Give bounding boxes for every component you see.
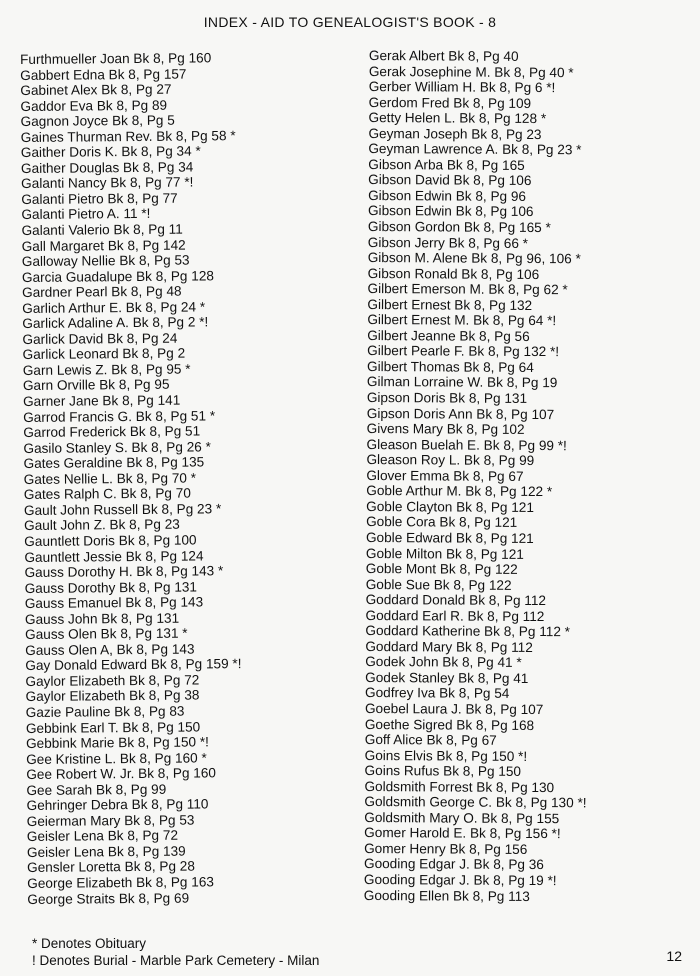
index-entry: Garrod Frederick Bk 8, Pg 51 (23, 423, 201, 441)
index-entry: Gerak Josephine M. Bk 8, Pg 40 * (368, 63, 574, 80)
index-entry: Gardner Pearl Bk 8, Pg 48 (22, 283, 182, 301)
index-entry: Gates Nellie L. Bk 8, Pg 70 * (23, 470, 197, 487)
index-entry: Geisler Lena Bk 8, Pg 72 (26, 827, 179, 845)
index-entry: Galanti Nancy Bk 8, Pg 77 *! (21, 174, 194, 192)
index-entry: Gibson Ronald Bk 8, Pg 106 (367, 265, 540, 282)
index-entry: Gomer Harold E. Bk 8, Pg 156 *! (364, 825, 561, 842)
index-entry: Gates Geraldine Bk 8, Pg 135 (23, 454, 205, 472)
index-entry: Gomer Henry Bk 8, Pg 156 (364, 840, 528, 857)
index-entry: Gilbert Thomas Bk 8, Pg 64 (367, 358, 534, 375)
index-entry: Gee Kristine L. Bk 8, Pg 160 * (26, 750, 207, 767)
index-entry: Goble Edward Bk 8, Pg 121 (365, 529, 534, 546)
index-entry: Gilbert Jeanne Bk 8, Pg 56 (367, 327, 530, 344)
index-entry: Gensler Loretta Bk 8, Pg 28 (27, 858, 195, 876)
index-entry: Gay Donald Edward Bk 8, Pg 159 *! (25, 656, 242, 674)
index-entry: Goble Sue Bk 8, Pg 122 (365, 576, 512, 593)
index-entry: Geisler Lena Bk 8, Pg 139 (26, 843, 186, 860)
index-entry: Goble Milton Bk 8, Pg 121 (365, 545, 524, 562)
page-number: 12 (666, 948, 682, 964)
index-entry: Gooding Edgar J. Bk 8, Pg 19 *! (363, 871, 557, 889)
index-entry: Goddard Donald Bk 8, Pg 112 (365, 592, 547, 609)
legend-obituary: * Denotes Obituary (32, 936, 147, 951)
index-column-right (364, 48, 591, 904)
index-entry: Goethe Sigred Bk 8, Pg 168 (364, 716, 535, 733)
index-entry: Gibson Arba Bk 8, Pg 165 (368, 156, 525, 173)
index-entry: Goble Mont Bk 8, Pg 122 (365, 561, 518, 577)
index-entry: Glover Emma Bk 8, Pg 67 (366, 467, 524, 484)
index-entry: Goins Elvis Bk 8, Pg 150 *! (364, 747, 528, 764)
index-entry: Garlich Arthur E. Bk 8, Pg 24 * (22, 299, 206, 316)
index-entry: Gibson Jerry Bk 8, Pg 66 * (367, 234, 529, 251)
index-entry: Gaddor Eva Bk 8, Pg 89 (20, 97, 168, 114)
index-entry: Galanti Valerio Bk 8, Pg 11 (21, 221, 183, 239)
index-entry: Geierman Mary Bk 8, Pg 53 (26, 812, 195, 829)
index-entry: Goble Clayton Bk 8, Pg 121 (366, 498, 535, 515)
index-entry: Gauss Olen Bk 8, Pg 131 * (25, 625, 188, 643)
index-entry: Gibson Edwin Bk 8, Pg 106 (367, 203, 534, 220)
index-entry: Garner Jane Bk 8, Pg 141 (22, 392, 181, 410)
index-entry: Gauss Dorothy Bk 8, Pg 131 (24, 579, 198, 596)
index-entry: Gerdom Fred Bk 8, Pg 109 (368, 94, 532, 111)
index-entry: Gerak Albert Bk 8, Pg 40 (368, 48, 519, 64)
index-entry: Gauntlett Jessie Bk 8, Pg 124 (24, 547, 204, 565)
index-entry: Gibson M. Alene Bk 8, Pg 96, 106 * (367, 250, 581, 267)
index-entry: Goddard Earl R. Bk 8, Pg 112 (365, 607, 545, 624)
index-entry: Gault John Russell Bk 8, Pg 23 * (23, 501, 222, 518)
index-entry: Gall Margaret Bk 8, Pg 142 (21, 237, 186, 254)
index-entry: Gilbert Pearle F. Bk 8, Pg 132 *! (367, 343, 560, 360)
index-entry: Gerber William H. Bk 8, Pg 6 *! (368, 79, 556, 96)
index-entry: Godek Stanley Bk 8, Pg 41 (365, 669, 529, 686)
index-entry: Gabinet Alex Bk 8, Pg 27 (20, 81, 172, 99)
index-entry: Gibson Gordon Bk 8, Pg 165 * (367, 219, 551, 236)
index-entry: Gleason Buelah E. Bk 8, Pg 99 *! (366, 436, 567, 453)
index-entry: Gazie Pauline Bk 8, Pg 83 (25, 703, 185, 720)
legend-burial: ! Denotes Burial - Marble Park Cemetery - Milan (32, 953, 320, 968)
page-title: INDEX - AID TO GENEALOGIST'S BOOK - 8 (203, 14, 497, 30)
index-entry: Gilbert Emerson M. Bk 8, Pg 62 * (367, 281, 568, 298)
index-entry: Godek John Bk 8, Pg 41 * (365, 654, 522, 671)
index-entry: Garlick David Bk 8, Pg 24 (22, 330, 178, 347)
index-entry: Givens Mary Bk 8, Pg 102 (366, 421, 525, 438)
index-entry: Garn Lewis Z. Bk 8, Pg 95 * (22, 361, 191, 378)
index-entry: Gehringer Debra Bk 8, Pg 110 (26, 796, 209, 814)
index-entry: Gauss Olen A, Bk 8, Pg 143 (25, 641, 195, 658)
index-entry: Gibson David Bk 8, Pg 106 (368, 172, 532, 189)
index-entry: Gaines Thurman Rev. Bk 8, Pg 58 * (20, 127, 236, 145)
index-entry: Furthmueller Joan Bk 8, Pg 160 (20, 50, 212, 67)
index-entry: Gebbink Marie Bk 8, Pg 150 *! (25, 734, 209, 752)
index-entry: Galanti Pietro A. 11 *! (21, 206, 151, 223)
index-entry: Gipson Doris Bk 8, Pg 131 (366, 390, 528, 407)
index-entry: Garn Orville Bk 8, Pg 95 (22, 377, 170, 394)
index-entry: Gilbert Ernest M. Bk 8, Pg 64 *! (367, 312, 557, 329)
legend (32, 935, 319, 969)
index-entry: Gates Ralph C. Bk 8, Pg 70 (23, 485, 191, 503)
index-entry: Gagnon Joyce Bk 8, Pg 5 (20, 112, 175, 130)
index-entry: Gilman Lorraine W. Bk 8, Pg 19 (366, 374, 558, 391)
index-entry: Getty Helen L. Bk 8, Pg 128 * (368, 110, 547, 127)
index-entry: Gooding Edgar J. Bk 8, Pg 36 (363, 856, 544, 873)
index-entry: Geyman Joseph Bk 8, Pg 23 (368, 125, 542, 142)
index-entry: Godfrey Iva Bk 8, Pg 54 (365, 685, 510, 702)
index-entry: Geyman Lawrence A. Bk 8, Pg 23 * (368, 141, 582, 158)
index-entry: Goldsmith George C. Bk 8, Pg 130 *! (364, 794, 587, 811)
index-entry: Gebbink Earl T. Bk 8, Pg 150 (25, 718, 201, 736)
index-entry: Goble Arthur M. Bk 8, Pg 122 * (366, 483, 553, 500)
index-entry: Gaither Douglas Bk 8, Pg 34 (20, 159, 194, 176)
index-entry: Goff Alice Bk 8, Pg 67 (364, 732, 497, 748)
index-entry: Gaither Doris K. Bk 8, Pg 34 * (20, 143, 201, 161)
index-entry: Galanti Pietro Bk 8, Pg 77 (21, 190, 178, 207)
index-entry: Gibson Edwin Bk 8, Pg 96 (368, 187, 527, 204)
index-entry: Garcia Guadalupe Bk 8, Pg 128 (21, 267, 214, 285)
index-entry: Goddard Katherine Bk 8, Pg 112 * (365, 623, 571, 640)
index-entry: Gilbert Ernest Bk 8, Pg 132 (367, 296, 533, 313)
index-entry: Goins Rufus Bk 8, Pg 150 (364, 763, 522, 780)
index-entry: Goddard Mary Bk 8, Pg 112 (365, 638, 533, 655)
index-entry: Gaylor Elizabeth Bk 8, Pg 38 (25, 687, 200, 705)
index-entry: Galloway Nellie Bk 8, Pg 53 (21, 252, 190, 270)
index-entry: Gault John Z. Bk 8, Pg 23 (24, 517, 180, 534)
index-entry: Gabbert Edna Bk 8, Pg 157 (20, 66, 187, 83)
index-entry: Gauss Dorothy H. Bk 8, Pg 143 * (24, 563, 224, 581)
index-entry: Gipson Doris Ann Bk 8, Pg 107 (366, 405, 555, 422)
index-entry: Goldsmith Mary O. Bk 8, Pg 155 (364, 809, 560, 826)
index-entry: Gleason Roy L. Bk 8, Pg 99 (366, 452, 535, 469)
index-entry: Gooding Ellen Bk 8, Pg 113 (363, 887, 530, 904)
index-entry: Gauss John Bk 8, Pg 131 (24, 610, 180, 627)
index-entry: Gaylor Elizabeth Bk 8, Pg 72 (25, 672, 200, 689)
index-entry: Garrod Francis G. Bk 8, Pg 51 * (23, 407, 216, 425)
index-entry: Gauntlett Doris Bk 8, Pg 100 (24, 532, 197, 549)
index-entry: Goebel Laura J. Bk 8, Pg 107 (364, 700, 544, 718)
index-entry: Goldsmith Forrest Bk 8, Pg 130 (364, 778, 555, 795)
index-entry: Gauss Emanuel Bk 8, Pg 143 (24, 594, 204, 612)
index-entry: George Straits Bk 8, Pg 69 (27, 890, 190, 907)
index-entry: Garlick Adaline A. Bk 8, Pg 2 *! (22, 314, 209, 332)
index-entry: Gasilo Stanley S. Bk 8, Pg 26 * (23, 439, 211, 456)
index-column-left (20, 50, 244, 907)
index-entry: Gee Sarah Bk 8, Pg 99 (26, 781, 167, 798)
index-entry: Gee Robert W. Jr. Bk 8, Pg 160 (26, 765, 217, 783)
index-entry: Goble Cora Bk 8, Pg 121 (366, 514, 518, 531)
index-entry: George Elizabeth Bk 8, Pg 163 (27, 874, 214, 891)
index-entry: Garlick Leonard Bk 8, Pg 2 (22, 345, 186, 363)
